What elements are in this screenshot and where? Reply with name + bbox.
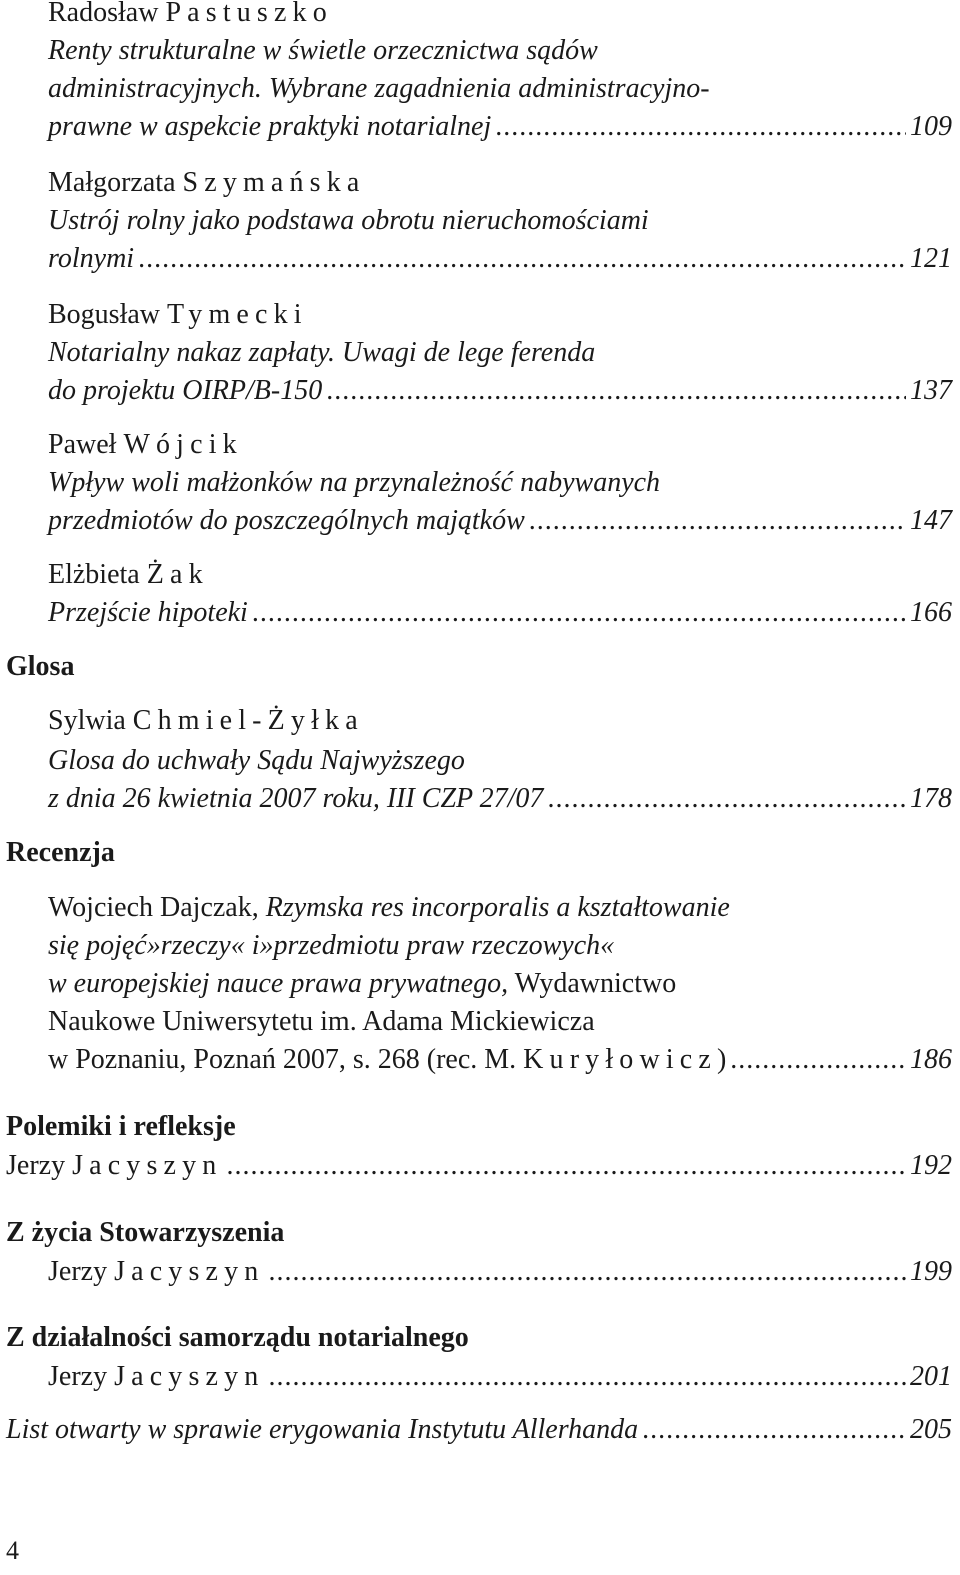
page-number: 192 (910, 1150, 952, 1181)
page-number: 121 (910, 243, 952, 274)
review-title: się pojęć»rzeczy« i»przedmiotu praw rzeczowych« (48, 930, 615, 961)
toc-title: do projektu OIRP/B-150 (48, 375, 323, 406)
page-number: 199 (910, 1256, 952, 1287)
toc-author (48, 0, 952, 32)
toc-author (6, 1147, 222, 1185)
toc-entry-line[interactable] (48, 594, 952, 632)
dot-leader (226, 1147, 906, 1185)
author-first-name: Sylwia (48, 705, 126, 736)
author-first-name: Elżbieta (48, 559, 140, 590)
review-publisher-details (48, 1041, 726, 1079)
dot-leader (547, 780, 906, 818)
dot-leader (138, 240, 906, 278)
section-heading-glosa: Glosa (6, 651, 75, 682)
review-title: w europejskiej nauce prawa prywatnego, (48, 968, 509, 999)
dot-leader (529, 502, 906, 540)
dot-leader (268, 1358, 906, 1396)
toc-entry-line[interactable] (48, 502, 952, 540)
page-number: 186 (910, 1044, 952, 1075)
toc-author (48, 1253, 264, 1291)
review-publisher: w Poznaniu, Poznań 2007, s. 268 (rec. M. (48, 1044, 517, 1075)
author-first-name: Jerzy (48, 1361, 108, 1392)
author-last-name: Chmiel-Żyłka (132, 705, 364, 736)
page-number: 147 (910, 505, 952, 536)
closing-paren: ) (716, 1044, 727, 1075)
review-title: Rzymska res incorporalis a kształtowanie (265, 892, 730, 923)
review-line (48, 965, 952, 1003)
toc-title: Renty strukturalne w świetle orzecznictwa sądów (48, 35, 598, 66)
toc-title: Przejście hipoteki (48, 597, 248, 628)
author-last-name: Jacyszyn (114, 1256, 265, 1287)
page-number: 137 (910, 375, 952, 406)
dot-leader (252, 594, 906, 632)
toc-entry-line[interactable] (6, 1411, 952, 1449)
footer-page-number: 4 (6, 1536, 19, 1565)
review-publisher: Naukowe Uniwersytetu im. Adama Mickiewicza (48, 1006, 595, 1037)
toc-entry-line[interactable] (48, 240, 952, 278)
toc-entry-line[interactable] (48, 108, 952, 146)
toc-title: administracyjnych. Wybrane zagadnienia administracyjno- (48, 73, 710, 104)
dot-leader (642, 1411, 906, 1449)
author-first-name: Małgorzata (48, 167, 176, 198)
toc-title: Wpływ woli małżonków na przynależność nabywanych (48, 467, 661, 498)
reviewer-last-name: Kuryłowicz (523, 1044, 717, 1075)
author-last-name: Żak (146, 559, 209, 590)
toc-title: Notarialny nakaz zapłaty. Uwagi de lege ferenda (48, 337, 596, 368)
toc-title: przedmiotów do poszczególnych majątków (48, 505, 525, 536)
dot-leader (730, 1041, 906, 1079)
toc-author (48, 426, 952, 464)
dot-leader (495, 108, 906, 146)
toc-author (48, 556, 952, 594)
page-number: 205 (910, 1414, 952, 1445)
author-first-name: Bogusław (48, 299, 160, 330)
author-first-name: Jerzy (48, 1256, 108, 1287)
section-heading-zycia: Z życia Stowarzyszenia (6, 1217, 285, 1248)
author-first-name: Radosław (48, 0, 159, 28)
toc-author (48, 1358, 264, 1396)
page-number: 178 (910, 783, 952, 814)
section-heading-samorzadu: Z działalności samorządu notarialnego (6, 1322, 469, 1353)
toc-entry-line[interactable] (6, 1147, 952, 1185)
author-last-name: Pastuszko (165, 0, 333, 28)
section-heading-polemiki: Polemiki i refleksje (6, 1111, 236, 1142)
toc-title: rolnymi (48, 243, 135, 274)
toc-author (48, 702, 952, 740)
review-publisher: Wydawnictwo (514, 968, 677, 999)
toc-title: List otwarty w sprawie erygowania Instytutu Allerhanda (6, 1414, 639, 1445)
page-number: 166 (910, 597, 952, 628)
toc-author (48, 164, 952, 202)
toc-title: Glosa do uchwały Sądu Najwyższego (48, 745, 465, 776)
toc-entry-line[interactable] (48, 1253, 952, 1291)
toc-entry-line[interactable] (48, 1041, 952, 1079)
toc-entry-line[interactable] (48, 780, 952, 818)
review-author: Wojciech Dajczak, (48, 892, 259, 923)
page-number: 109 (910, 111, 952, 142)
dot-leader (268, 1253, 906, 1291)
toc-entry-line[interactable] (48, 1358, 952, 1396)
author-first-name: Jerzy (6, 1150, 66, 1181)
review-line (48, 889, 952, 927)
toc-title: prawne w aspekcie praktyki notarialnej (48, 111, 492, 142)
toc-title: z dnia 26 kwietnia 2007 roku, III CZP 27/07 (48, 783, 544, 814)
toc-title: Ustrój rolny jako podstawa obrotu nieruchomościami (48, 205, 649, 236)
author-last-name: Wójcik (123, 429, 243, 460)
toc-author (48, 296, 952, 334)
author-last-name: Jacyszyn (114, 1361, 265, 1392)
author-last-name: Szymańska (182, 167, 366, 198)
section-heading-recenzja: Recenzja (6, 837, 115, 868)
dot-leader (326, 372, 906, 410)
author-last-name: Jacyszyn (72, 1150, 223, 1181)
page-number: 201 (910, 1361, 952, 1392)
author-first-name: Paweł (48, 429, 117, 460)
author-last-name: Tymecki (167, 299, 308, 330)
toc-entry-line[interactable] (48, 372, 952, 410)
